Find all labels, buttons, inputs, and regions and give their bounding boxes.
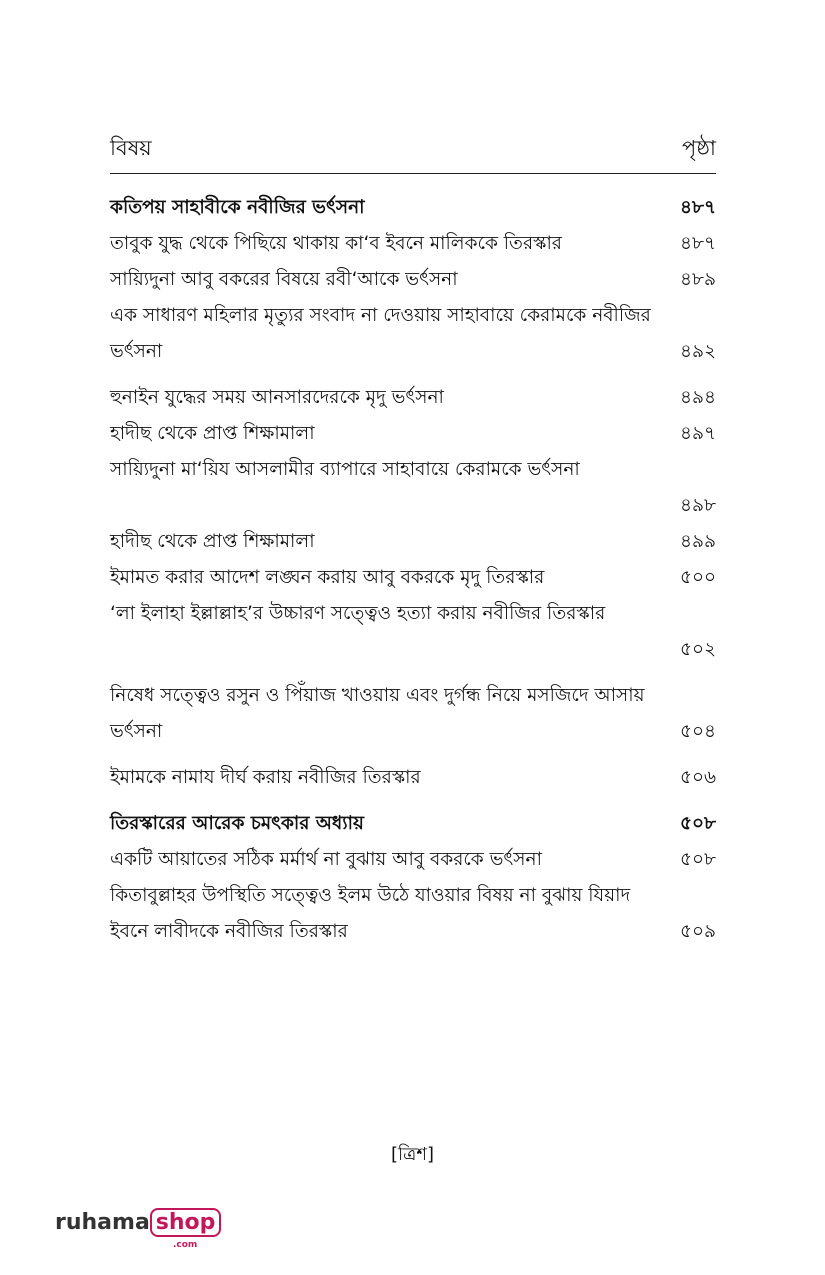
toc-entry [110, 842, 716, 878]
logo-text-badge: shop [150, 1208, 222, 1237]
toc-entry-title: তাবুক যুদ্ধ থেকে পিছিয়ে থাকায় কা‘ব ইবনে মালিককে তিরস্কার [110, 233, 562, 254]
toc-entry-title: হুনাইন যুদ্ধের সময় আনসারদেরকে মৃদু ভর্ৎসনা [110, 387, 444, 408]
toc-entry-page: ৫০৯ [679, 921, 716, 942]
toc-entry-page: ৫০৬ [679, 767, 716, 788]
toc-entry [110, 380, 716, 416]
toc-entry-title: তিরস্কারের আরেক চমৎকার অধ্যায় [110, 813, 364, 834]
toc-entry-title: সায়্যিদুনা আবু বকরের বিষয়ে রবী‘আকে ভর্ৎসনা [110, 269, 458, 290]
publisher-logo [55, 1210, 221, 1250]
toc-entry-page: ৪৮৭ [679, 197, 716, 218]
toc-entry [110, 190, 716, 226]
toc-entry-title: সায়্যিদুনা মা‘য়িয আসলামীর ব্যাপারে সাহাবায়ে কেরামকে ভর্ৎসনা [110, 459, 580, 480]
toc-entry [110, 878, 716, 950]
toc-entry [110, 452, 716, 524]
toc-entry-page: ৫০২ [679, 639, 716, 660]
toc-entry-title: ইমামকে নামায দীর্ঘ করায় নবীজির তিরস্কার [110, 767, 421, 788]
toc-entry-page: ৫০৮ [679, 849, 716, 870]
toc-entry-page: ৪৯৮ [679, 495, 716, 516]
toc-entry-page: ৪৮৭ [679, 233, 716, 254]
toc-entry-title: ইমামত করার আদেশ লঙ্ঘন করায় আবু বকরকে মৃদু তিরস্কার [110, 567, 545, 588]
toc-entry-title: কিতাবুল্লাহর উপস্থিতি সত্ত্বেও ইলম উঠে যাওয়ার বিষয় না বুঝায় যিয়াদ ইবনে লাবীদকে নবীজির তিরস্কার [110, 885, 631, 942]
toc-entry-page: ৫০০ [679, 567, 716, 588]
toc-entry-page: ৪৯৪ [679, 387, 716, 408]
toc-entry-title: এক সাধারণ মহিলার মৃত্যুর সংবাদ না দেওয়ায় সাহাবায়ে কেরামকে নবীজির ভর্ৎসনা [110, 305, 651, 362]
toc-entry-title: নিষেধ সত্ত্বেও রসুন ও পিঁয়াজ খাওয়ায় এবং দুর্গন্ধ নিয়ে মসজিদে আসায় ভর্ৎসনা [110, 685, 645, 742]
toc-entry-page: ৫০৮ [679, 813, 716, 834]
toc-entry-title: কতিপয় সাহাবীকে নবীজির ভর্ৎসনা [110, 197, 365, 218]
toc-entry [110, 806, 716, 842]
logo-text-primary: ruhama [55, 1210, 150, 1235]
toc-entry [110, 678, 716, 750]
toc-entry-title: ‘লা ইলাহা ইল্লাল্লাহ’র উচ্চারণ সত্ত্বেও হত্যা করায় নবীজির তিরস্কার [110, 603, 606, 624]
toc-entry [110, 226, 716, 262]
toc-entry [110, 560, 716, 596]
toc-entry [110, 262, 716, 298]
toc-header [110, 135, 716, 174]
table-of-contents [110, 190, 716, 950]
toc-entry [110, 760, 716, 796]
toc-entry [110, 416, 716, 452]
toc-entry-page: ৪৮৯ [679, 269, 716, 290]
page-column-label: পৃষ্ঠা [681, 136, 716, 160]
toc-entry-page: ৪৯৭ [679, 423, 716, 444]
toc-entry [110, 596, 716, 668]
toc-entry [110, 298, 716, 370]
subject-column-label: বিষয় [110, 136, 152, 160]
toc-entry-title: একটি আয়াতের সঠিক মর্মার্থ না বুঝায় আবু বকরকে ভর্ৎসনা [110, 849, 542, 870]
toc-entry-title: হাদীছ থেকে প্রাপ্ত শিক্ষামালা [110, 423, 315, 444]
page-number: [ত্রিশ] [390, 1144, 435, 1165]
toc-entry-page: ৪৯২ [679, 341, 716, 362]
toc-entry [110, 524, 716, 560]
toc-entry-page: ৪৯৯ [679, 531, 716, 552]
toc-entry-page: ৫০৪ [679, 721, 716, 742]
logo-domain: .com [173, 1240, 198, 1250]
toc-entry-title: হাদীছ থেকে প্রাপ্ত শিক্ষামালা [110, 531, 315, 552]
